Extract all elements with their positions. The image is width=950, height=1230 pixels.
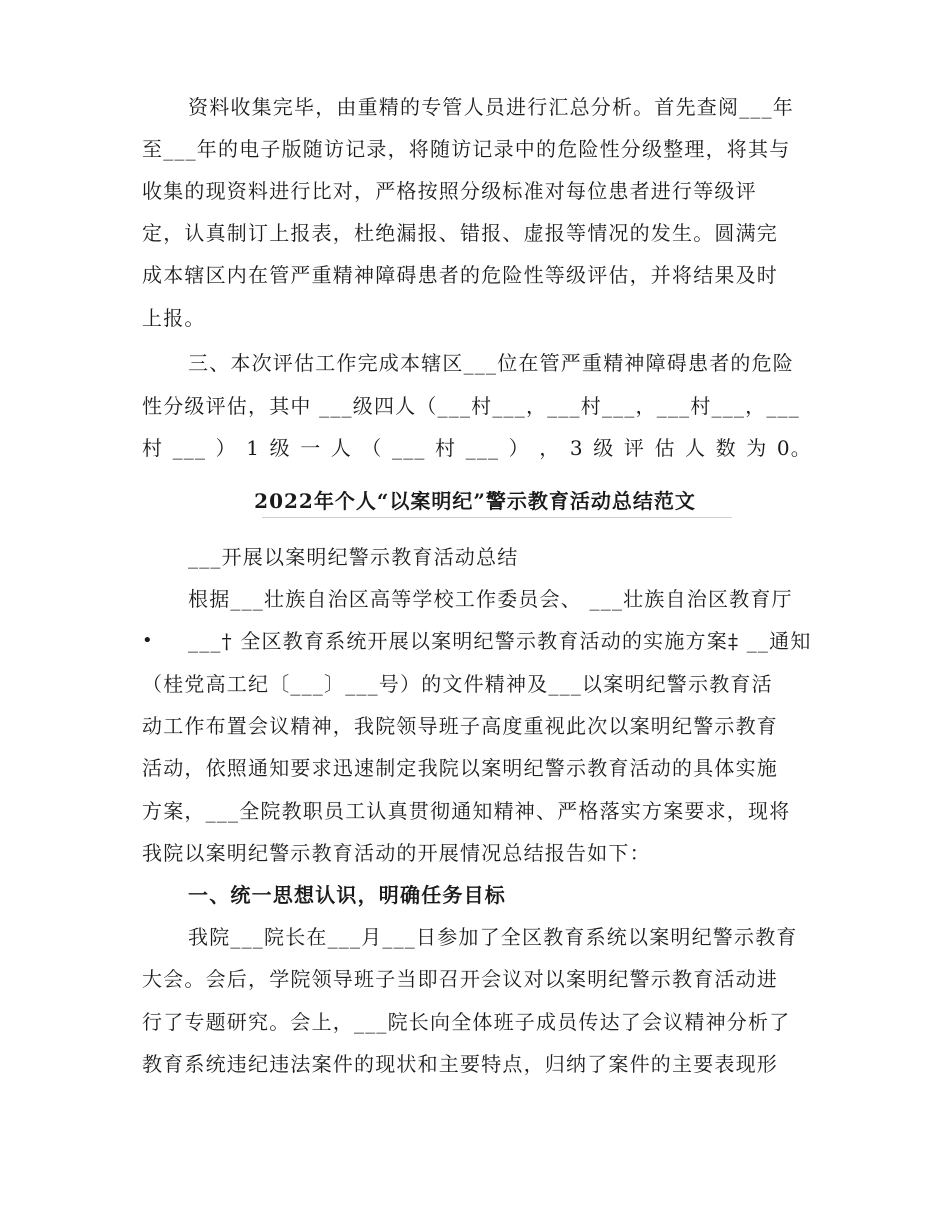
section-one-line: 教育系统违纪违法案件的现状和主要特点，归纳了案件的主要表现形 [142,1052,778,1076]
subtitle: ___开展以案明纪警示教育活动总结 [188,545,519,569]
word: 0。 [776,436,812,460]
paragraph-line: 资料收集完毕，由重精的专管人员进行汇总分析。首先查阅___年 [188,95,794,119]
word: ） [215,436,237,460]
body-line: 方案，___全院教职员工认真贯彻通知精神、严格落实方案要求，现将 [142,799,791,823]
word: 数 [715,436,737,460]
word: 人 [685,436,707,460]
word: ___ [392,436,426,460]
paragraph-line: 定，认真制订上报表，杜绝漏报、错报、虚报等情况的发生。圆满完 [142,221,778,245]
paragraph-line: 至___年的电子版随访记录，将随访记录中的危险性分级整理，将其与 [142,137,791,161]
word: 一 [300,436,322,460]
section-three-line: 性分级评估，其中 ___级四人（___村___，___村___，___村___，___ [142,394,800,418]
word: 估 [654,436,676,460]
word: ___ [465,436,500,460]
bullet-icon: • [142,630,153,651]
word: 3 [569,436,584,460]
section-one-line: 我院___院长在___月___日参加了全区教育系统以案明纪警示教育 [188,925,798,949]
word: ， [539,436,561,460]
body-line: 动工作布置会议精神，我院领导班子高度重视此次以案明纪警示教育 [142,714,778,738]
word: （ [361,436,383,460]
body-line: （桂党高工纪〔___〕___号）的文件精神及___以案明纪警示教育活 [142,672,773,696]
document-title: 2022年个人“以案明纪”警示教育活动总结范文 [254,489,696,513]
section-three-line: 三、本次评估工作完成本辖区___位在管严重精神障碍患者的危险 [188,351,794,375]
section-one-line: 行了专题研究。会上，___院长向全体班子成员传达了会议精神分析了 [142,1010,791,1034]
body-line: ___† 全区教育系统开展以案明纪警示教育活动的实施方案‡ __通知 [188,629,812,653]
word: ___ [172,436,207,460]
word: 人 [330,436,352,460]
paragraph-line: 收集的现资料进行比对，严格按照分级标准对每位患者进行等级评 [142,179,757,203]
word: 村 [435,436,457,460]
section-three-last-line [142,433,812,463]
word: ） [508,436,530,460]
body-line: 我院以案明纪警示教育活动的开展情况总结报告如下： [142,841,651,865]
section-heading: 一、统一思想认识，明确任务目标 [188,883,506,907]
paragraph-line: 上报。 [142,306,206,330]
word: 级 [593,436,615,460]
title-divider [262,517,732,518]
word: 级 [269,436,291,460]
body-line: 根据___壮族自治区高等学校工作委员会、 ___壮族自治区教育厅 [188,587,793,611]
paragraph-line: 成本辖区内在管严重精神障碍患者的危险性等级评估，并将结果及时 [142,263,778,287]
word: 村 [142,436,164,460]
word: 评 [623,436,646,460]
section-one-line: 大会。会后，学院领导班子当即召开会议对以案明纪警示教育活动进 [142,967,778,991]
word: 1 [246,436,261,460]
body-line: 活动，依照通知要求迅速制定我院以案明纪警示教育活动的具体实施 [142,756,778,780]
word: 为 [746,436,768,460]
